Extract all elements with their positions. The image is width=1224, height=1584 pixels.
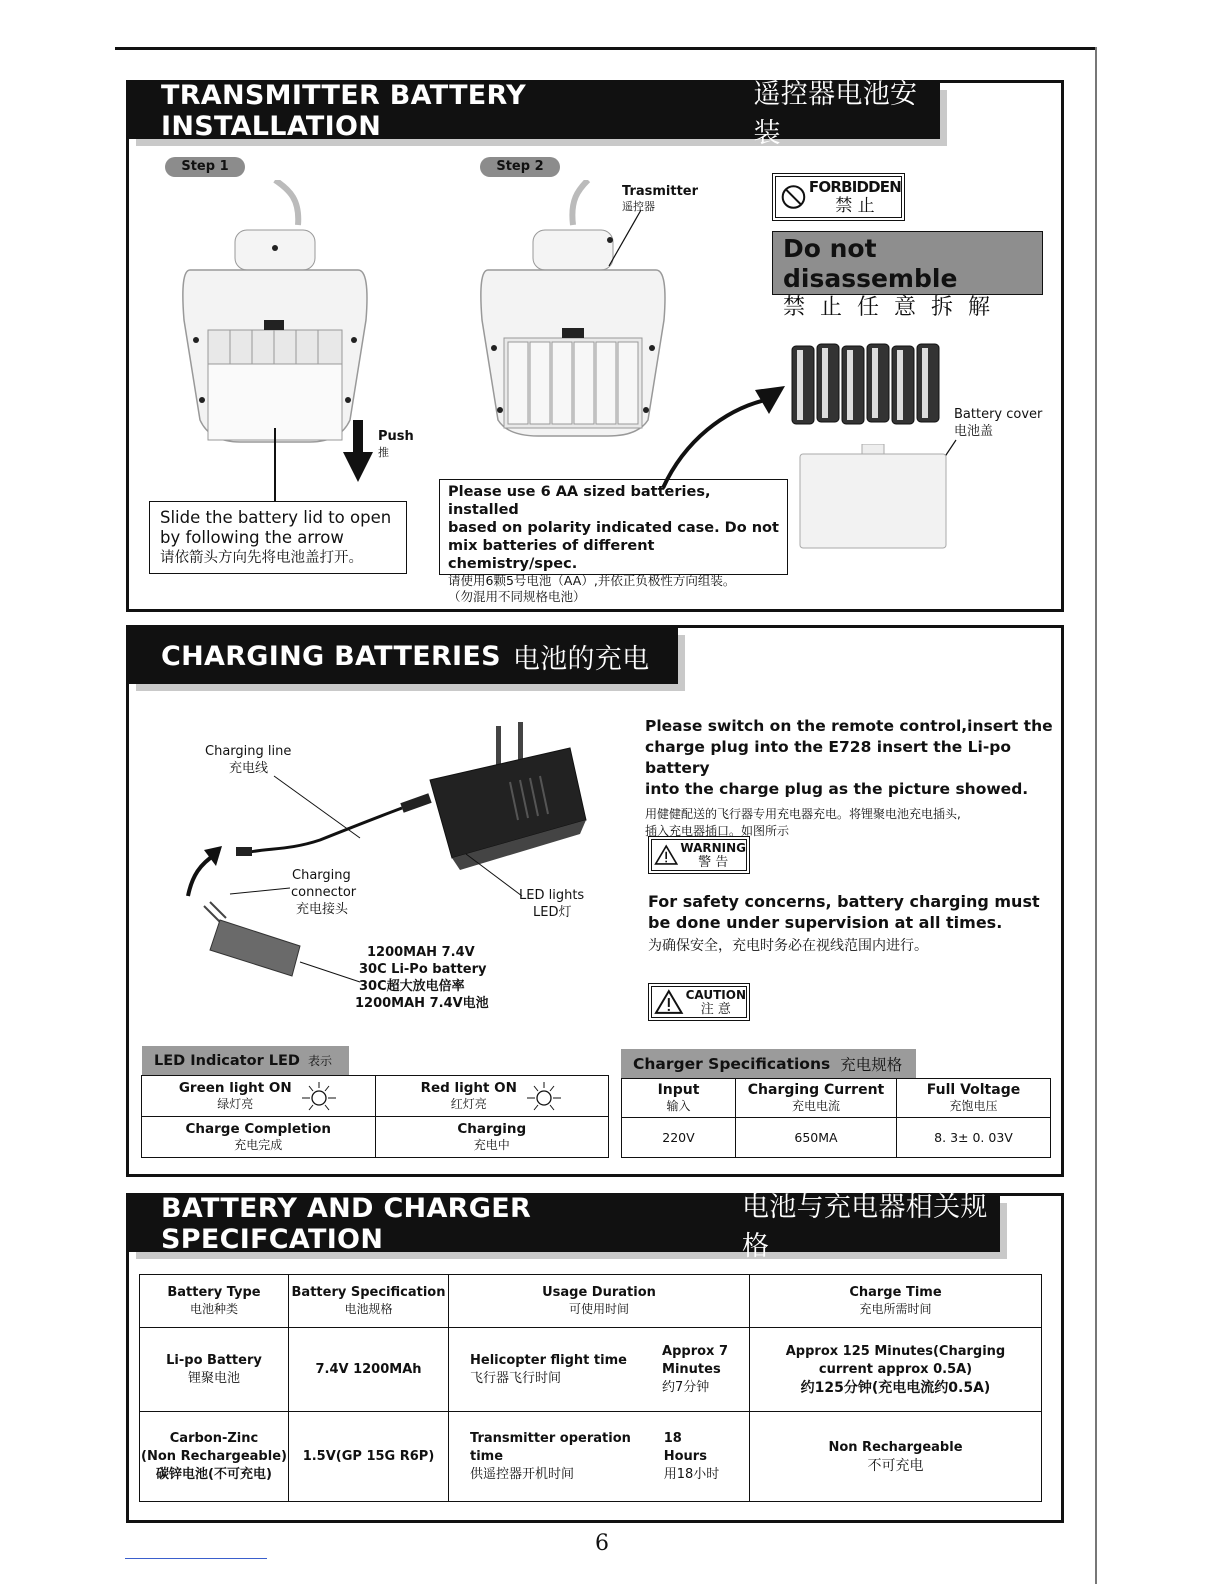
charger-header-voltage	[897, 1079, 1051, 1118]
duration-cn: 约7分钟	[662, 1379, 710, 1395]
header-en: Full Voltage	[926, 1082, 1021, 1098]
duration-line2: Minutes	[662, 1361, 721, 1377]
charge-line2: current approx 0.5A)	[818, 1361, 973, 1377]
charging-instructions	[645, 716, 1055, 840]
section-title-spec	[129, 1192, 1000, 1262]
red-en: Red light ON	[420, 1080, 517, 1096]
battery-cover-illustration	[798, 444, 948, 550]
header-en: Usage Duration	[542, 1285, 656, 1300]
charger-table-title-en: Charger Specifications	[633, 1054, 831, 1073]
title-en: TRANSMITTER BATTERY INSTALLATION	[161, 80, 526, 142]
note1-line2: by following the arrow	[160, 528, 344, 547]
no-entry-icon	[780, 177, 807, 217]
charge-line1: Approx 125 Minutes(Charging	[785, 1343, 1006, 1359]
green-en: Green light ON	[178, 1080, 292, 1096]
note1-cn: 请依箭头方向先将电池盖打开。	[160, 550, 363, 566]
type-en: Li-po Battery	[166, 1352, 262, 1368]
green-cn: 绿灯亮	[217, 1097, 254, 1111]
usage-cn: 飞行器飞行时间	[470, 1370, 562, 1386]
header-en: Battery Type	[167, 1285, 261, 1300]
caution-cn: 注 意	[700, 1001, 731, 1017]
charger-header-current	[736, 1079, 897, 1118]
battery-spec-line2: 30C Li-Po battery	[359, 962, 487, 977]
caution-sign	[648, 983, 750, 1021]
warning-triangle-icon	[654, 842, 678, 868]
caution-triangle-icon	[654, 989, 684, 1015]
title-en: BATTERY AND CHARGER SPECIFCATION	[161, 1193, 532, 1255]
header-cn: 充电电流	[791, 1099, 840, 1113]
lipo-charge-cell	[750, 1328, 1042, 1412]
header-en: Battery Specification	[291, 1285, 446, 1300]
lipo-usage-cell	[449, 1328, 750, 1412]
push-label-en: Push	[378, 429, 414, 444]
type-line1: Carbon-Zinc	[169, 1430, 259, 1446]
header-en: Charge Time	[849, 1285, 942, 1300]
warning-sign	[648, 836, 750, 874]
note1-line1: Slide the battery lid to open	[160, 508, 392, 527]
connector-label-en2: connector	[291, 885, 357, 900]
connector-label-en1: Charging	[292, 868, 351, 883]
charger-table-title-cn: 充电规格	[840, 1055, 903, 1074]
led-table-title-en: LED Indicator LED	[154, 1052, 300, 1069]
warning-cn: 警 告	[698, 854, 729, 870]
transmitter-open-illustration	[180, 180, 370, 450]
caution-en: CAUTION	[685, 987, 746, 1002]
type-cn: 锂聚电池	[187, 1370, 240, 1386]
charging-en: Charging	[457, 1121, 527, 1137]
section-title-charging	[129, 628, 678, 684]
disassemble-cn: 禁 止 任 意 拆 解	[783, 295, 994, 320]
led-cell-charging	[375, 1117, 609, 1158]
header-en: Input	[657, 1082, 700, 1098]
instr-line2: charge plug into the E728 insert the Li-po battery	[645, 738, 1012, 777]
aa-batteries-illustration	[790, 340, 946, 426]
duration-en: 18 Hours	[663, 1430, 707, 1464]
pointer-line-step1	[274, 428, 276, 502]
note2-cn1: 请使用6颗5号电池（AA）,并依正负极性方向组装。	[448, 573, 736, 588]
lipo-spec-cell: 7.4V 1200MAh	[289, 1328, 449, 1412]
type-cn: 碳锌电池(不可充电)	[156, 1466, 272, 1482]
usage-en: Transmitter operation time	[470, 1430, 631, 1464]
page-number: 6	[595, 1531, 609, 1556]
header-cn: 充电所需时间	[859, 1302, 932, 1316]
top-rule	[115, 47, 1097, 50]
instr-line3: into the charge plug as the picture showed.	[645, 780, 1029, 798]
light-bulb-icon	[300, 1080, 338, 1112]
light-bulb-icon	[525, 1080, 563, 1112]
charger-value-voltage: 8. 3± 0. 03V	[897, 1118, 1051, 1158]
spec-header-charge	[750, 1275, 1042, 1328]
push-label-cn: 推	[378, 446, 389, 459]
charger-spec-table	[621, 1078, 1051, 1158]
battery-spec-line4: 1200MAH 7.4V电池	[355, 996, 489, 1011]
led-lights-label-cn: LED灯	[533, 905, 572, 920]
step2-badge: Step 2	[480, 157, 560, 177]
bottom-link-rule	[125, 1558, 267, 1559]
battery-cover-label-en: Battery cover	[954, 407, 1043, 422]
step1-badge: Step 1	[165, 157, 245, 177]
forbidden-cn: 禁 止	[835, 195, 875, 216]
led-indicator-table	[141, 1075, 609, 1158]
do-not-disassemble-sign	[772, 231, 1043, 320]
safety-notice	[648, 891, 1048, 957]
completion-en: Charge Completion	[185, 1121, 331, 1137]
note-battery-instructions	[439, 479, 788, 604]
header-cn: 电池种类	[189, 1302, 238, 1316]
charger-value-current: 650MA	[736, 1118, 897, 1158]
led-table-title-cn: 表示	[307, 1054, 332, 1068]
duration-line1: Approx 7	[662, 1343, 728, 1359]
charge-en: Non Rechargeable	[828, 1439, 963, 1455]
title-cn: 电池与充电器相关规格	[741, 1192, 988, 1262]
red-cn: 红灯亮	[450, 1097, 487, 1111]
transmitter-pointer-line	[605, 208, 645, 268]
led-lights-label-en: LED lights	[519, 888, 585, 903]
spec-header-spec	[289, 1275, 449, 1328]
instr-cn2: 插入充电器插口。如图所示	[645, 824, 790, 838]
note-slide-lid	[149, 501, 407, 574]
instr-cn1: 用健健配送的飞行器专用充电器充电。将锂聚电池充电插头,	[645, 807, 961, 821]
completion-cn: 充电完成	[234, 1138, 283, 1152]
spec-header-type	[140, 1275, 289, 1328]
spec-header-usage	[449, 1275, 750, 1328]
charger-spec-title	[621, 1049, 916, 1078]
section-title-transmitter	[129, 79, 940, 149]
charger-value-input: 220V	[622, 1118, 736, 1158]
charging-line-label-en: Charging line	[205, 744, 292, 759]
title-cn: 电池的充电	[512, 643, 650, 675]
type-line2: (Non Rechargeable)	[141, 1448, 287, 1464]
safety-line1: For safety concerns, battery charging must	[648, 892, 1040, 911]
charger-header-input	[622, 1079, 736, 1118]
forbidden-en: FORBIDDEN	[808, 177, 901, 196]
charge-cn: 约125分钟(充电电流约0.5A)	[800, 1379, 991, 1396]
battery-spec-line3: 30C超大放电倍率	[359, 979, 465, 994]
connector-label-cn: 充电接头	[296, 902, 349, 917]
safety-line2: be done under supervision at all times.	[648, 913, 1003, 932]
note2-cn2: （勿混用不同规格电池）	[448, 589, 586, 604]
header-cn: 充饱电压	[949, 1099, 998, 1113]
header-cn: 可使用时间	[568, 1302, 629, 1316]
instr-line1: Please switch on the remote control,insert the	[645, 717, 1053, 735]
led-indicator-title	[142, 1046, 349, 1075]
insert-arrow-icon	[655, 380, 795, 490]
safety-cn: 为确保安全，充电时务必在视线范围内进行。	[648, 938, 928, 954]
transmitter-label-en: Trasmitter	[622, 184, 699, 199]
header-en: Charging Current	[747, 1082, 885, 1098]
usage-cn: 供遥控器开机时间	[470, 1466, 575, 1482]
warning-en: WARNING	[680, 840, 746, 855]
led-cell-red	[375, 1076, 609, 1117]
title-cn: 遥控器电池安装	[753, 79, 918, 149]
battery-charger-spec-table	[139, 1274, 1042, 1502]
lipo-type-cell	[140, 1328, 289, 1412]
led-cell-completion	[142, 1117, 376, 1158]
note2-line3: mix batteries of different chemistry/spec.	[448, 538, 655, 572]
right-rule	[1095, 47, 1097, 1584]
forbidden-sign	[772, 173, 905, 221]
header-cn: 电池规格	[344, 1302, 393, 1316]
note2-line1: Please use 6 AA sized batteries, installed	[448, 484, 711, 518]
disassemble-en: Do not disassemble	[783, 234, 958, 293]
carbon-zinc-charge-cell	[750, 1412, 1042, 1502]
battery-spec-line1: 1200MAH 7.4V	[367, 945, 475, 960]
usage-en: Helicopter flight time	[470, 1352, 627, 1368]
transmitter-label-cn: 遥控器	[622, 200, 655, 213]
header-cn: 输入	[666, 1099, 691, 1113]
carbon-zinc-type-cell	[140, 1412, 289, 1502]
carbon-zinc-usage-cell	[449, 1412, 750, 1502]
battery-cover-label-cn: 电池盖	[954, 424, 994, 439]
charging-line-label-cn: 充电线	[229, 761, 269, 776]
push-arrow-icon	[343, 420, 373, 482]
charging-cn: 充电中	[473, 1138, 510, 1152]
charge-cn: 不可充电	[867, 1457, 924, 1474]
carbon-zinc-spec-cell: 1.5V(GP 15G R6P)	[289, 1412, 449, 1502]
note2-line2: based on polarity indicated case. Do not	[448, 520, 779, 536]
duration-cn: 用18小时	[663, 1466, 720, 1482]
led-cell-green	[142, 1076, 376, 1117]
title-en: CHARGING BATTERIES	[161, 640, 501, 672]
